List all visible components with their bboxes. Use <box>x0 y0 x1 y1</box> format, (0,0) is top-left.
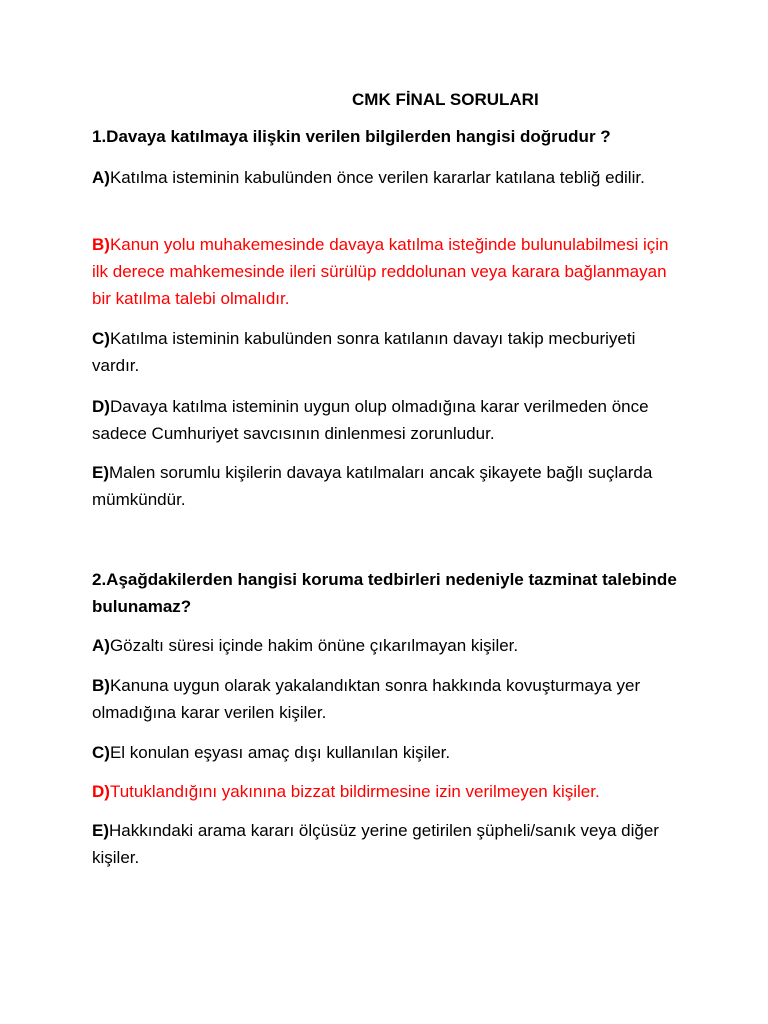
option-text: Malen sorumlu kişilerin davaya katılmaları ancak şikayete bağlı suçlarda mümkündür. <box>92 463 653 509</box>
question-1-option-e <box>92 459 682 513</box>
question-2-text: 2.Aşağdakilerden hangisi koruma tedbirleri nedeniyle tazminat talebinde bulunamaz? <box>92 570 677 616</box>
option-letter: A) <box>92 168 110 187</box>
question-1-option-a <box>92 164 682 191</box>
question-1-option-d <box>92 393 682 447</box>
option-letter: E) <box>92 821 109 840</box>
option-letter: C) <box>92 329 110 348</box>
question-2-option-d-correct <box>92 778 682 805</box>
option-letter: D) <box>92 782 110 801</box>
option-text: Hakkındaki arama kararı ölçüsüz yerine getirilen şüpheli/sanık veya diğer kişiler. <box>92 821 659 867</box>
option-text: Davaya katılma isteminin uygun olup olmadığına karar verilmeden önce sadece Cumhuriyet savcısının dinlenmesi zorunludur. <box>92 397 649 443</box>
option-text: Kanuna uygun olarak yakalandıktan sonra hakkında kovuşturmaya yer olmadığına karar verilen kişiler. <box>92 676 641 722</box>
option-text: Katılma isteminin kabulünden sonra katılanın davayı takip mecburiyeti vardır. <box>92 329 636 375</box>
option-letter: E) <box>92 463 109 482</box>
option-letter: D) <box>92 397 110 416</box>
option-text: Tutuklandığını yakınına bizzat bildirmesine izin verilmeyen kişiler. <box>109 782 600 801</box>
question-2-option-c <box>92 739 682 766</box>
option-text: Gözaltı süresi içinde hakim önüne çıkarılmayan kişiler. <box>109 636 519 655</box>
option-letter: B) <box>92 676 110 695</box>
question-1-option-c <box>92 325 682 379</box>
question-1-option-b-correct <box>92 231 682 312</box>
question-2-option-a <box>92 632 682 659</box>
option-letter: C) <box>92 743 110 762</box>
page-title: CMK FİNAL SORULARI <box>352 90 539 109</box>
option-text: El konulan eşyası amaç dışı kullanılan kişiler. <box>109 743 451 762</box>
question-2-option-b <box>92 672 682 726</box>
option-letter: B) <box>92 235 110 254</box>
question-1-text: 1.Davaya katılmaya ilişkin verilen bilgilerden hangisi doğrudur ? <box>92 127 611 146</box>
option-text: Kanun yolu muhakemesinde davaya katılma isteğinde bulunulabilmesi için ilk derece mahkemesinde ileri sürülüp reddolunan veya karara bağlanmayan bir katılma talebi olmalıdır. <box>92 235 669 308</box>
option-letter: A) <box>92 636 110 655</box>
question-2-option-e <box>92 817 682 871</box>
option-text: Katılma isteminin kabulünden önce verilen kararlar katılana tebliğ edilir. <box>109 168 645 187</box>
